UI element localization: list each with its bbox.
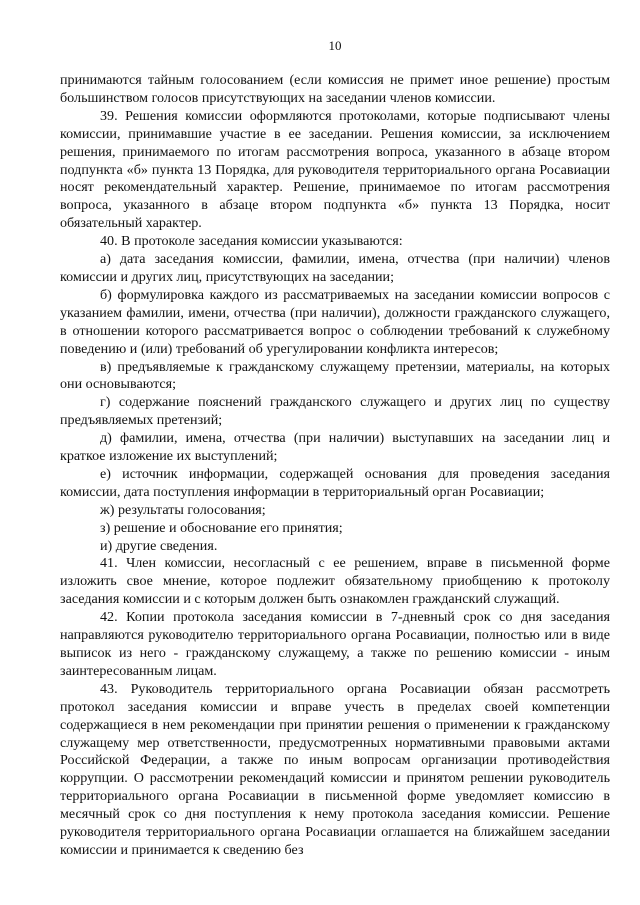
paragraph-40-zh: ж) результаты голосования;: [100, 501, 266, 518]
paragraph-40-v: в) предъявляемые к гражданскому служащему претензии, материалы, на которых они основываются;: [60, 358, 610, 393]
paragraph-39: 39. Решения комиссии оформляются протоколами, которые подписывают члены комиссии, принимавшие участие в ее заседании. Решения комиссии, за исключением решения, принимаемого по итогам рассмотрения вопроса, указанного в абзаце втором подпункта «б» пункта 13 Порядка, для руководителя территориального органа Росавиации носят рекомендательный характер. Решение, принимаемое по итогам рассмотрения вопроса, указанного в абзаце втором подпункта «б» пункта 13 Порядка, носит обязательный характер.: [60, 107, 610, 232]
page-number: 10: [328, 38, 342, 53]
paragraph-40-a: а) дата заседания комиссии, фамилии, имена, отчества (при наличии) членов комиссии и других лиц, присутствующих на заседании;: [60, 251, 610, 285]
document-body: [60, 72, 610, 860]
paragraph-40-i: и) другие сведения.: [100, 537, 218, 554]
paragraph-40-e: е) источник информации, содержащей основания для проведения заседания комиссии, дата поступления информации в территориальный орган Росавиации;: [60, 465, 610, 500]
paragraph-40-b: б) формулировка каждого из рассматриваемых на заседании комиссии вопросов с указанием фамилии, имени, отчества (при наличии), должности гражданского служащего, в отношении которого рассматривается вопрос о соблюдении требований к служебному поведению и (или) требований об урегулировании конфликта интересов;: [60, 286, 610, 357]
paragraph-40: 40. В протоколе заседания комиссии указываются:: [100, 233, 403, 250]
paragraph-continuation: принимаются тайным голосованием (если комиссия не примет иное решение) простым большинством голосов присутствующих на заседании членов комиссии.: [60, 72, 610, 106]
paragraph-43: 43. Руководитель территориального органа Росавиации обязан рассмотреть протокол заседания комиссии и вправе учесть в пределах своей компетенции содержащиеся в нем рекомендации при принятии решения о применении к гражданскому служащему мер ответственности, предусмотренных нормативными правовыми актами Российской Федерации, а также по иным вопросам организации противодействия коррупции. О рассмотрении рекомендаций комиссии и принятом решении руководитель территориального органа Росавиации в письменной форме уведомляет комиссию в месячный срок со дня поступления к нему протокола заседания комиссии. Решение руководителя территориального органа Росавиации оглашается на ближайшем заседании комиссии и принимается к сведению без: [60, 680, 610, 858]
paragraph-40-d: д) фамилии, имена, отчества (при наличии) выступавших на заседании лиц и краткое изложение их выступлений;: [60, 430, 610, 465]
paragraph-41: 41. Член комиссии, несогласный с ее решением, вправе в письменной форме изложить свое мнение, которое подлежит обязательному приобщению к протоколу заседания комиссии и с которым должен быть ознакомлен гражданский служащий.: [60, 555, 610, 608]
paragraph-42: 42. Копии протокола заседания комиссии в 7-дневный срок со дня заседания направляются руководителю территориального органа Росавиации, полностью или в виде выписок из него - гражданскому служащему, а также по решению комиссии - иным заинтересованным лицам.: [60, 609, 610, 679]
paragraph-40-z: з) решение и обоснование его принятия;: [100, 519, 343, 536]
paragraph-40-g: г) содержание пояснений гражданского служащего и других лиц по существу предъявляемых претензий;: [60, 394, 610, 429]
